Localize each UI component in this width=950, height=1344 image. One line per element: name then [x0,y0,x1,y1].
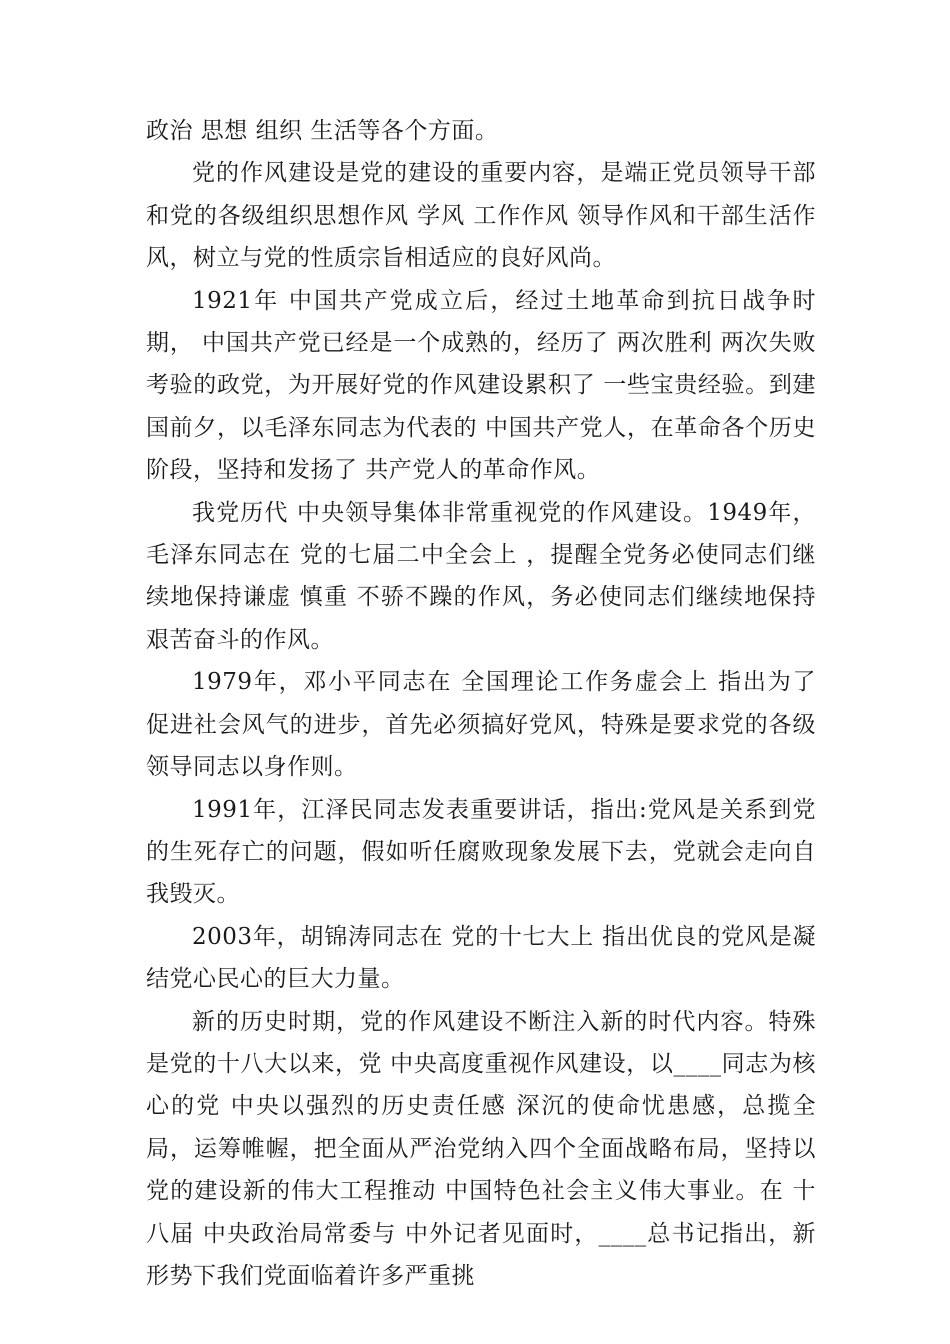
paragraph-1: 政治 思想 组织 生活等各个方面。 [146,118,499,144]
paragraph-6: 1991年，江泽民同志发表重要讲话，指出:党风是关系到党的生死存亡的问题，假如听任腐败现象发展下去，党就会走向自我毁灭。 [146,796,816,908]
paragraph-7: 2003年，胡锦涛同志在 党的十七大上 指出优良的党风是凝结党心民心的巨大力量。 [146,923,816,993]
paragraph-3: 1921年 中国共产党成立后，经过土地革命到抗日战争时期， 中国共产党已经是一个成熟的，经历了 两次胜利 两次失败考验的政党，为开展好党的作风建设累积了 一些宝贵经验。到建国前夕，以毛泽东同志为代表的 中国共产党人，在革命各个历史阶段，坚持和发扬了 共产党人的革命作风。 [146,287,816,484]
paragraph-8: 新的历史时期，党的作风建设不断注入新的时代内容。特殊是党的十八大以来，党 中央高度重视作风建设，以____同志为核心的党 中央以强烈的历史责任感 深沉的使命忧患感，总揽全局，运筹帷幄，把全面从严治党纳入四个全面战略布局，坚持以党的建设新的伟大工程推动 中国特色社会主义伟大事业。在 十八届 中央政治局常委与 中外记者见面时，____总书记指出，新形势下我们党面临着许多严重挑 [146,1008,816,1289]
paragraph-2: 党的作风建设是党的建设的重要内容，是端正党员领导干部和党的各级组织思想作风 学风 工作作风 领导作风和干部生活作风，树立与党的性质宗旨相适应的良好风尚。 [146,160,816,272]
paragraph-4: 我党历代 中央领导集体非常重视党的作风建设。1949年，毛泽东同志在 党的七届二中全会上 ，提醒全党务必使同志们继续地保持谦虚 慎重 不骄不躁的作风，务必使同志们继续地保持艰苦奋斗的作风。 [146,499,816,653]
paragraph-5: 1979年，邓小平同志在 全国理论工作务虚会上 指出为了 促进社会风气的进步，首先必须搞好党风，特殊是要求党的各级领导同志以身作则。 [146,669,816,781]
document-body [146,110,816,1297]
